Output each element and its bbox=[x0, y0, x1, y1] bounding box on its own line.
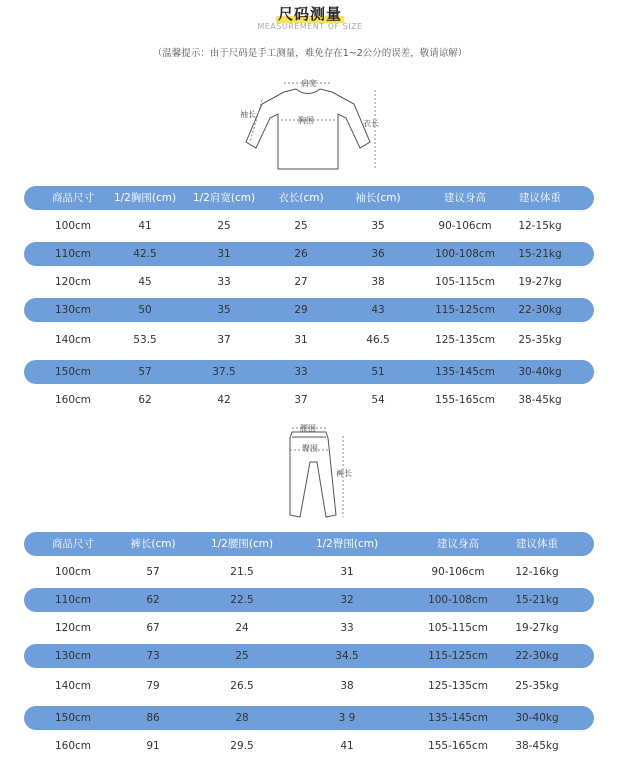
table-cell: 12-15kg bbox=[518, 220, 562, 232]
table-header-cell: 商品尺寸 bbox=[52, 192, 94, 204]
table-cell: 135-145cm bbox=[428, 712, 488, 724]
table-header-cell: 衣长(cm) bbox=[278, 192, 324, 204]
table-cell: 15-21kg bbox=[518, 248, 562, 260]
table-header-cell: 裤长(cm) bbox=[130, 538, 176, 550]
table-cell: 42.5 bbox=[133, 248, 157, 260]
title-wrapper bbox=[0, 3, 620, 24]
table-cell: 25-35kg bbox=[515, 680, 559, 692]
table-cell: 30-40kg bbox=[515, 712, 559, 724]
table-cell: 140cm bbox=[54, 334, 92, 346]
table-header-cell: 1/2腰围(cm) bbox=[210, 538, 274, 550]
table-cell: 25 bbox=[294, 220, 308, 232]
table-cell: 100cm bbox=[54, 566, 92, 578]
table-header-cell: 1/2臀围(cm) bbox=[315, 538, 379, 550]
table-cell: 25 bbox=[235, 650, 249, 662]
table-cell: 140cm bbox=[54, 680, 92, 692]
table-header-cell: 建议身高 bbox=[437, 538, 479, 550]
table-cell: 34.5 bbox=[335, 650, 359, 662]
table-cell: 86 bbox=[146, 712, 160, 724]
table-row bbox=[24, 734, 594, 758]
table-cell: 19-27kg bbox=[518, 276, 562, 288]
table-cell: 90-106cm bbox=[438, 220, 492, 232]
table-cell: 110cm bbox=[54, 248, 92, 260]
table-cell: 90-106cm bbox=[431, 566, 485, 578]
waist-label: 腰围 bbox=[300, 424, 316, 433]
table-cell: 35 bbox=[217, 304, 231, 316]
table-cell: 115-125cm bbox=[435, 304, 495, 316]
table-row bbox=[24, 270, 594, 294]
table-cell: 115-125cm bbox=[428, 650, 488, 662]
table-cell: 100cm bbox=[54, 220, 92, 232]
table-cell: 38-45kg bbox=[518, 394, 562, 406]
table-header-cell: 袖长(cm) bbox=[355, 192, 401, 204]
table-cell: 50 bbox=[138, 304, 152, 316]
table-header-cell: 建议体重 bbox=[519, 192, 561, 204]
table-row bbox=[24, 328, 594, 352]
table-cell: 125-135cm bbox=[435, 334, 495, 346]
table-cell: 30-40kg bbox=[518, 366, 562, 378]
table-header-cell: 1/2胸围(cm) bbox=[113, 192, 177, 204]
table-header-cell: 1/2肩宽(cm) bbox=[192, 192, 256, 204]
table-cell: 3 9 bbox=[338, 712, 356, 724]
table-row bbox=[24, 644, 594, 668]
table-cell: 31 bbox=[217, 248, 231, 260]
table-cell: 150cm bbox=[54, 366, 92, 378]
table-cell: 100-108cm bbox=[428, 594, 488, 606]
table-header-cell: 建议身高 bbox=[444, 192, 486, 204]
table-cell: 38 bbox=[340, 680, 354, 692]
table-cell: 28 bbox=[235, 712, 249, 724]
table-cell: 15-21kg bbox=[515, 594, 559, 606]
table-cell: 24 bbox=[235, 622, 249, 634]
table-cell: 12-16kg bbox=[515, 566, 559, 578]
table-cell: 33 bbox=[340, 622, 354, 634]
table-cell: 25-35kg bbox=[518, 334, 562, 346]
table-row bbox=[24, 560, 594, 584]
page-title bbox=[274, 3, 346, 24]
table-row bbox=[24, 298, 594, 322]
table-cell: 31 bbox=[294, 334, 308, 346]
table-row bbox=[24, 674, 594, 698]
table-cell: 37.5 bbox=[212, 366, 236, 378]
table-cell: 33 bbox=[217, 276, 231, 288]
page-subtitle: MEASUREMENT OF SIZE bbox=[257, 22, 363, 31]
table-row bbox=[24, 388, 594, 412]
table-header-row bbox=[24, 186, 594, 210]
table-cell: 41 bbox=[340, 740, 354, 752]
table-cell: 53.5 bbox=[133, 334, 157, 346]
table-header-row bbox=[24, 532, 594, 556]
table-cell: 105-115cm bbox=[435, 276, 495, 288]
bottom-size-table bbox=[24, 532, 594, 758]
table-cell: 42 bbox=[217, 394, 231, 406]
table-cell: 29.5 bbox=[230, 740, 254, 752]
table-cell: 120cm bbox=[54, 276, 92, 288]
pants-length-label: 裤长 bbox=[336, 469, 352, 478]
table-cell: 54 bbox=[371, 394, 385, 406]
table-row bbox=[24, 360, 594, 384]
table-row bbox=[24, 616, 594, 640]
table-cell: 37 bbox=[294, 394, 308, 406]
table-row bbox=[24, 706, 594, 730]
table-cell: 25 bbox=[217, 220, 231, 232]
table-cell: 46.5 bbox=[366, 334, 390, 346]
table-cell: 57 bbox=[138, 366, 152, 378]
shirt-diagram bbox=[0, 72, 620, 187]
table-cell: 160cm bbox=[54, 394, 92, 406]
page-title-text: 尺码测量 bbox=[277, 5, 342, 23]
table-cell: 19-27kg bbox=[515, 622, 559, 634]
table-row bbox=[24, 242, 594, 266]
table-cell: 150cm bbox=[54, 712, 92, 724]
table-cell: 37 bbox=[217, 334, 231, 346]
table-cell: 73 bbox=[146, 650, 160, 662]
table-cell: 57 bbox=[146, 566, 160, 578]
table-cell: 155-165cm bbox=[435, 394, 495, 406]
table-cell: 62 bbox=[146, 594, 160, 606]
table-cell: 67 bbox=[146, 622, 160, 634]
table-header-cell: 建议体重 bbox=[516, 538, 558, 550]
table-cell: 130cm bbox=[54, 304, 92, 316]
table-cell: 22-30kg bbox=[515, 650, 559, 662]
table-cell: 155-165cm bbox=[428, 740, 488, 752]
chest-label: 胸围 bbox=[298, 116, 314, 125]
table-cell: 27 bbox=[294, 276, 308, 288]
table-cell: 32 bbox=[340, 594, 354, 606]
table-cell: 36 bbox=[371, 248, 385, 260]
table-cell: 120cm bbox=[54, 622, 92, 634]
table-cell: 22.5 bbox=[230, 594, 254, 606]
table-cell: 62 bbox=[138, 394, 152, 406]
table-cell: 79 bbox=[146, 680, 160, 692]
table-cell: 29 bbox=[294, 304, 308, 316]
table-cell: 130cm bbox=[54, 650, 92, 662]
table-cell: 105-115cm bbox=[428, 622, 488, 634]
sleeve-label: 袖长 bbox=[240, 110, 256, 119]
table-cell: 35 bbox=[371, 220, 385, 232]
pants-diagram bbox=[0, 420, 620, 522]
table-cell: 31 bbox=[340, 566, 354, 578]
shoulder-label: 肩宽 bbox=[301, 79, 317, 88]
top-size-table bbox=[24, 186, 594, 412]
table-cell: 125-135cm bbox=[428, 680, 488, 692]
table-cell: 100-108cm bbox=[435, 248, 495, 260]
table-cell: 26 bbox=[294, 248, 308, 260]
table-cell: 38-45kg bbox=[515, 740, 559, 752]
hip-label: 臀围 bbox=[302, 444, 318, 453]
table-cell: 41 bbox=[138, 220, 152, 232]
length-label: 衣长 bbox=[363, 119, 379, 128]
table-cell: 33 bbox=[294, 366, 308, 378]
table-cell: 51 bbox=[371, 366, 385, 378]
table-cell: 160cm bbox=[54, 740, 92, 752]
table-cell: 135-145cm bbox=[435, 366, 495, 378]
table-cell: 110cm bbox=[54, 594, 92, 606]
table-cell: 21.5 bbox=[230, 566, 254, 578]
table-cell: 91 bbox=[146, 740, 160, 752]
measurement-notice: （温馨提示：由于尺码是手工测量，难免存在1~2公分的误差，敬请谅解） bbox=[152, 48, 468, 59]
table-cell: 45 bbox=[138, 276, 152, 288]
table-row bbox=[24, 214, 594, 238]
table-cell: 38 bbox=[371, 276, 385, 288]
table-header-cell: 商品尺寸 bbox=[52, 538, 94, 550]
table-cell: 22-30kg bbox=[518, 304, 562, 316]
table-row bbox=[24, 588, 594, 612]
table-cell: 26.5 bbox=[230, 680, 254, 692]
table-cell: 43 bbox=[371, 304, 385, 316]
